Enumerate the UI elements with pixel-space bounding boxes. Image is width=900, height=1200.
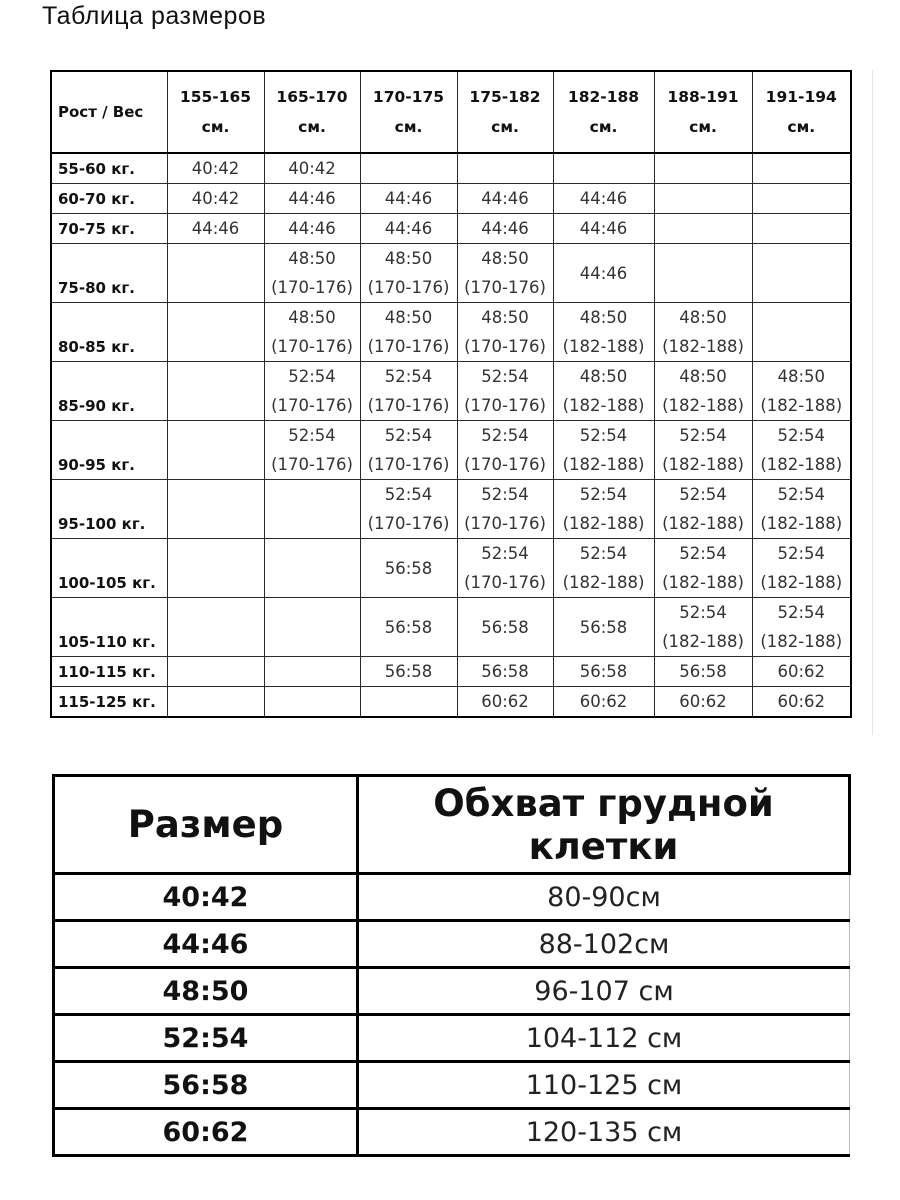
- chest-column-header: Обхват грудной клетки: [358, 776, 850, 874]
- height-unit: см.: [589, 118, 618, 136]
- size-cell: [457, 362, 553, 421]
- size-cell: [264, 539, 360, 598]
- size-cell: [360, 214, 457, 244]
- height-range: 175-182: [469, 88, 541, 106]
- size-cell: [654, 153, 752, 184]
- height-column-header: [167, 71, 264, 153]
- size-cell: [360, 244, 457, 303]
- size-height-note: (182-188): [562, 514, 645, 533]
- size-value: 60:62: [679, 692, 727, 711]
- weight-row-header: 60-70 кг.: [51, 184, 167, 214]
- size-cell: [264, 687, 360, 718]
- height-range: 188-191: [667, 88, 739, 106]
- size-height-note: (170-176): [367, 396, 450, 415]
- size-value: 52:54: [579, 426, 628, 445]
- size-cell: [457, 184, 553, 214]
- size-value: 44:46: [579, 189, 628, 208]
- size-cell: [553, 687, 654, 718]
- size-column-header: Размер: [54, 776, 358, 874]
- size-cell: [752, 539, 851, 598]
- size-cell: [654, 184, 752, 214]
- size-cell: [264, 214, 360, 244]
- size-value: 56:58: [481, 662, 529, 681]
- size-cell: [752, 244, 851, 303]
- size-cell: [553, 657, 654, 687]
- height-range: 155-165: [179, 88, 252, 106]
- size-value: 40:42: [191, 159, 240, 178]
- weight-row-header: 70-75 кг.: [51, 214, 167, 244]
- size-value: 52:54: [679, 603, 727, 622]
- table-row: [51, 421, 851, 480]
- weight-row-header: 95-100 кг.: [51, 480, 167, 539]
- size-cell: [654, 421, 752, 480]
- size-value: 44:46: [481, 219, 529, 238]
- size-cell: [654, 214, 752, 244]
- size-height-note: (182-188): [562, 573, 645, 592]
- size-cell: [360, 153, 457, 184]
- chest-girth-value: 88-102см: [358, 921, 850, 968]
- size-cell: [167, 244, 264, 303]
- size-cell: [553, 362, 654, 421]
- height-column-header: [457, 71, 553, 153]
- height-column-header: [360, 71, 457, 153]
- chest-girth-value: 80-90см: [358, 874, 850, 921]
- size-value: 56:58: [679, 662, 727, 681]
- height-column-header: [553, 71, 654, 153]
- size-value: 52:54: [384, 367, 433, 386]
- size-value: 60:62: [777, 662, 826, 681]
- size-cell: [457, 687, 553, 718]
- size-label: 44:46: [54, 921, 358, 968]
- size-height-note: (170-176): [464, 455, 546, 474]
- size-cell: [752, 480, 851, 539]
- size-cell: [752, 303, 851, 362]
- table-row: [51, 598, 851, 657]
- size-cell: [654, 687, 752, 718]
- size-cell: [360, 303, 457, 362]
- size-value: 44:46: [288, 189, 336, 208]
- size-value: 48:50: [288, 308, 336, 327]
- weight-row-header: 80-85 кг.: [51, 303, 167, 362]
- size-cell: [264, 244, 360, 303]
- weight-row-header: 75-80 кг.: [51, 244, 167, 303]
- size-cell: [167, 421, 264, 480]
- table-row: [54, 968, 850, 1015]
- height-range: 165-170: [276, 88, 348, 106]
- size-cell: [654, 303, 752, 362]
- size-value: 52:54: [481, 426, 529, 445]
- weight-row-header: 90-95 кг.: [51, 421, 167, 480]
- size-cell: [457, 421, 553, 480]
- size-value: 48:50: [481, 308, 529, 327]
- size-cell: [553, 598, 654, 657]
- size-height-note: (182-188): [662, 632, 744, 651]
- size-label: 48:50: [54, 968, 358, 1015]
- size-value: 60:62: [777, 692, 826, 711]
- size-cell: [264, 184, 360, 214]
- table-row: [51, 480, 851, 539]
- table-row: [54, 874, 850, 921]
- height-unit: см.: [787, 118, 816, 136]
- size-cell: [752, 153, 851, 184]
- size-value: 52:54: [579, 485, 628, 504]
- chest-size-table: [52, 774, 851, 1157]
- size-cell: [457, 153, 553, 184]
- size-height-note: (182-188): [662, 573, 744, 592]
- size-cell: [553, 214, 654, 244]
- size-cell: [360, 480, 457, 539]
- size-height-note: (182-188): [760, 396, 843, 415]
- size-cell: [553, 153, 654, 184]
- size-height-note: (170-176): [271, 455, 353, 474]
- table-row: [51, 244, 851, 303]
- chest-girth-value: 96-107 см: [358, 968, 850, 1015]
- size-value: 40:42: [288, 159, 336, 178]
- size-cell: [654, 539, 752, 598]
- size-height-note: (170-176): [271, 396, 353, 415]
- height-column-header: [654, 71, 752, 153]
- size-value: 60:62: [481, 692, 529, 711]
- chest-girth-value: 104-112 см: [358, 1015, 850, 1062]
- size-height-note: (170-176): [271, 278, 353, 297]
- size-height-note: (170-176): [367, 337, 450, 356]
- size-height-note: (182-188): [760, 573, 843, 592]
- size-cell: [167, 598, 264, 657]
- table-row: [51, 657, 851, 687]
- size-value: 44:46: [481, 189, 529, 208]
- size-cell: [752, 687, 851, 718]
- size-height-note: (182-188): [562, 396, 645, 415]
- size-cell: [457, 214, 553, 244]
- size-cell: [167, 362, 264, 421]
- size-cell: [167, 303, 264, 362]
- size-value: 56:58: [384, 617, 433, 637]
- weight-row-header: 110-115 кг.: [51, 657, 167, 687]
- size-value: 44:46: [384, 219, 433, 238]
- table-row: [54, 921, 850, 968]
- size-cell: [360, 657, 457, 687]
- size-height-note: (170-176): [464, 514, 546, 533]
- table-row: [51, 214, 851, 244]
- table-row: [54, 1062, 850, 1109]
- size-height-note: (182-188): [562, 337, 645, 356]
- size-value: 44:46: [579, 219, 628, 238]
- weight-row-header: 115-125 кг.: [51, 687, 167, 718]
- weight-row-header: 55-60 кг.: [51, 153, 167, 184]
- size-value: 44:46: [579, 263, 628, 283]
- weight-row-header: 85-90 кг.: [51, 362, 167, 421]
- size-value: 52:54: [481, 367, 529, 386]
- height-unit: см.: [201, 118, 230, 136]
- size-value: 48:50: [579, 367, 628, 386]
- size-height-note: (170-176): [367, 514, 450, 533]
- size-value: 40:42: [191, 189, 240, 208]
- size-cell: [167, 657, 264, 687]
- size-height-note: (170-176): [271, 337, 353, 356]
- size-cell: [264, 421, 360, 480]
- size-value: 56:58: [579, 662, 628, 681]
- size-cell: [457, 244, 553, 303]
- size-value: 52:54: [384, 485, 433, 504]
- size-cell: [167, 184, 264, 214]
- sheet-gridline: [872, 70, 873, 735]
- size-cell: [360, 598, 457, 657]
- table-row: [51, 303, 851, 362]
- size-label: 60:62: [54, 1109, 358, 1156]
- size-cell: [167, 153, 264, 184]
- table-row: [51, 153, 851, 184]
- size-cell: [167, 214, 264, 244]
- size-height-note: (182-188): [760, 514, 843, 533]
- size-value: 52:54: [777, 544, 826, 563]
- size-value: 52:54: [679, 544, 727, 563]
- table-row: [54, 1109, 850, 1156]
- size-cell: [553, 303, 654, 362]
- size-height-note: (182-188): [662, 396, 744, 415]
- page-title: Таблица размеров: [42, 2, 267, 30]
- size-value: 52:54: [777, 426, 826, 445]
- size-height-note: (170-176): [464, 337, 546, 356]
- size-cell: [360, 362, 457, 421]
- size-cell: [752, 421, 851, 480]
- size-value: 56:58: [384, 558, 433, 578]
- size-cell: [457, 480, 553, 539]
- size-cell: [457, 598, 553, 657]
- size-cell: [553, 421, 654, 480]
- size-cell: [553, 244, 654, 303]
- size-value: 52:54: [384, 426, 433, 445]
- size-value: 52:54: [679, 485, 727, 504]
- size-value: 48:50: [777, 367, 826, 386]
- size-cell: [752, 214, 851, 244]
- chest-girth-value: 120-135 см: [358, 1109, 850, 1156]
- size-label: 56:58: [54, 1062, 358, 1109]
- size-value: 52:54: [288, 426, 336, 445]
- size-height-note: (182-188): [760, 455, 843, 474]
- height-range: 170-175: [372, 88, 445, 106]
- size-cell: [457, 657, 553, 687]
- size-value: 56:58: [481, 617, 529, 637]
- height-unit: см.: [491, 118, 519, 136]
- height-column-header: [752, 71, 851, 153]
- size-value: 48:50: [579, 308, 628, 327]
- size-height-note: (170-176): [464, 278, 546, 297]
- size-height-note: (182-188): [562, 455, 645, 474]
- size-value: 48:50: [288, 249, 336, 268]
- size-value: 52:54: [777, 603, 826, 622]
- size-value: 52:54: [481, 485, 529, 504]
- size-cell: [752, 657, 851, 687]
- corner-label: Рост / Вес: [51, 71, 167, 153]
- size-cell: [360, 539, 457, 598]
- size-value: 56:58: [384, 662, 433, 681]
- height-unit: см.: [689, 118, 717, 136]
- size-value: 44:46: [191, 219, 240, 238]
- table-row: [51, 687, 851, 718]
- size-value: 48:50: [384, 308, 433, 327]
- size-cell: [457, 303, 553, 362]
- size-height-note: (182-188): [760, 632, 843, 651]
- size-cell: [264, 657, 360, 687]
- size-cell: [752, 184, 851, 214]
- chest-table-header-row: [54, 776, 850, 874]
- size-value: 60:62: [579, 692, 628, 711]
- table-row: [51, 539, 851, 598]
- size-cell: [457, 539, 553, 598]
- size-height-note: (170-176): [464, 396, 546, 415]
- size-value: 52:54: [579, 544, 628, 563]
- size-value: 52:54: [481, 544, 529, 563]
- size-cell: [360, 687, 457, 718]
- size-cell: [654, 657, 752, 687]
- size-cell: [360, 421, 457, 480]
- chest-girth-value: 110-125 см: [358, 1062, 850, 1109]
- size-cell: [167, 480, 264, 539]
- height-range: 182-188: [567, 88, 640, 106]
- size-cell: [553, 539, 654, 598]
- size-height-note: (182-188): [662, 337, 744, 356]
- table-row: [51, 184, 851, 214]
- size-value: 48:50: [481, 249, 529, 268]
- weight-row-header: 105-110 кг.: [51, 598, 167, 657]
- weight-row-header: 100-105 кг.: [51, 539, 167, 598]
- size-cell: [264, 480, 360, 539]
- height-unit: см.: [298, 118, 326, 136]
- size-cell: [654, 480, 752, 539]
- size-height-note: (170-176): [367, 455, 450, 474]
- size-cell: [360, 184, 457, 214]
- size-cell: [264, 598, 360, 657]
- size-value: 44:46: [384, 189, 433, 208]
- height-unit: см.: [394, 118, 423, 136]
- height-range: 191-194: [765, 88, 837, 106]
- size-height-note: (182-188): [662, 514, 744, 533]
- size-cell: [264, 153, 360, 184]
- size-cell: [264, 303, 360, 362]
- size-value: 48:50: [679, 367, 727, 386]
- size-cell: [654, 244, 752, 303]
- size-height-note: (170-176): [367, 278, 450, 297]
- size-cell: [167, 539, 264, 598]
- size-value: 48:50: [384, 249, 433, 268]
- size-value: 48:50: [679, 308, 727, 327]
- size-value: 56:58: [579, 617, 628, 637]
- size-value: 44:46: [288, 219, 336, 238]
- size-grid-table: [50, 70, 852, 718]
- size-height-note: (182-188): [662, 455, 744, 474]
- size-label: 52:54: [54, 1015, 358, 1062]
- size-value: 52:54: [288, 367, 336, 386]
- table-row: [54, 1015, 850, 1062]
- size-value: 52:54: [777, 485, 826, 504]
- size-cell: [752, 598, 851, 657]
- size-grid-header-row: [51, 71, 851, 153]
- size-cell: [264, 362, 360, 421]
- size-cell: [553, 480, 654, 539]
- size-cell: [654, 362, 752, 421]
- size-value: 52:54: [679, 426, 727, 445]
- size-cell: [167, 687, 264, 718]
- size-height-note: (170-176): [464, 573, 546, 592]
- size-cell: [752, 362, 851, 421]
- size-label: 40:42: [54, 874, 358, 921]
- size-cell: [654, 598, 752, 657]
- size-cell: [553, 184, 654, 214]
- height-column-header: [264, 71, 360, 153]
- table-row: [51, 362, 851, 421]
